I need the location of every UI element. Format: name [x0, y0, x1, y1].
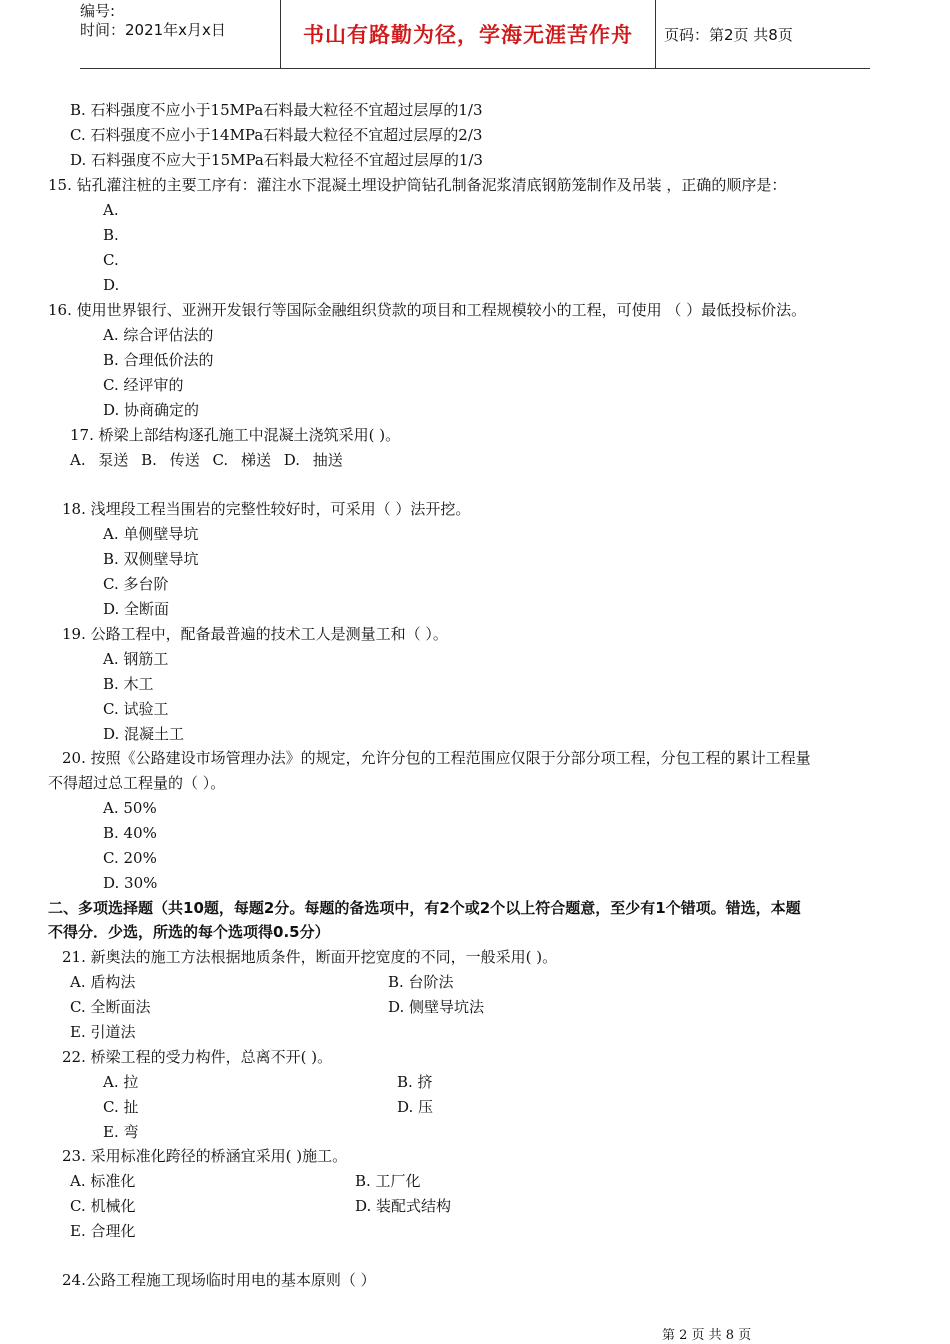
option-line: C. 试验工: [103, 700, 169, 718]
option-line: A. 单侧壁导坑: [103, 525, 199, 543]
option-line: E. 引道法: [70, 1023, 136, 1041]
option-line: C. 多台阶: [103, 575, 169, 593]
option-line: A. 标准化: [70, 1172, 136, 1190]
time-label: 时间：2021年x月x日: [80, 21, 226, 39]
option-line: D. 压: [397, 1098, 434, 1116]
question-line: 15. 钻孔灌注桩的主要工序有：灌注水下混凝土埋设护筒钻孔制备泥浆清底钢筋笼制作及吊装 ，正确的顺序是：: [48, 176, 787, 194]
option-line: B. 合理低价法的: [103, 351, 214, 369]
option-line: D. 石料强度不应大于15MPa石料最大粒径不宜超过层厚的1/3: [70, 151, 483, 169]
option-line: A. 综合评估法的: [103, 326, 214, 344]
option-line: E. 弯: [103, 1123, 139, 1141]
option-line: D. 混凝土工: [103, 725, 185, 743]
option-line: C. 全断面法: [70, 998, 151, 1016]
option-line: C. 经评审的: [103, 376, 184, 394]
option-line: C. 扯: [103, 1098, 139, 1116]
section-heading: 不得分．少选，所选的每个选项得0.5分）: [48, 923, 330, 941]
option-line: D. 全断面: [103, 600, 170, 618]
option-line: D.: [103, 276, 120, 294]
option-line: B. 台阶法: [388, 973, 454, 991]
question-line: 18. 浅埋段工程当围岩的完整性较好时，可采用（ ）法开挖。: [62, 500, 471, 518]
serial-label: 编号:: [80, 2, 116, 20]
header-right-cell: [664, 0, 870, 68]
question-line: 23. 采用标准化跨径的桥涵宜采用( )施工。: [62, 1147, 348, 1165]
option-line: B. 双侧壁导坑: [103, 550, 199, 568]
option-line: C. 石料强度不应小于14MPa石料最大粒径不宜超过层厚的2/3: [70, 126, 483, 144]
option-line: A. 拉: [103, 1073, 139, 1091]
question-line: 不得超过总工程量的（ ）。: [48, 774, 226, 792]
page-label: 页码：第2页 共8页: [664, 25, 793, 44]
option-line: A. 盾构法: [70, 973, 136, 991]
option-line: C. 20%: [103, 849, 157, 867]
question-line: 21. 新奥法的施工方法根据地质条件，断面开挖宽度的不同，一般采用( )。: [62, 948, 558, 966]
header-motto-cell: [280, 0, 656, 68]
option-line: C. 机械化: [70, 1197, 136, 1215]
option-line: D. 协商确定的: [103, 401, 200, 419]
option-line: D. 30%: [103, 874, 158, 892]
option-line: A. 钢筋工: [103, 650, 169, 668]
option-line: A.: [103, 201, 119, 219]
option-line: D. 装配式结构: [355, 1197, 452, 1215]
option-line: B. 挤: [397, 1073, 433, 1091]
option-line: B. 工厂化: [355, 1172, 421, 1190]
question-line: 24.公路工程施工现场临时用电的基本原则（ ）: [62, 1271, 376, 1289]
page-header: [80, 0, 870, 69]
option-line: D. 侧壁导坑法: [388, 998, 485, 1016]
option-line: B. 石料强度不应小于15MPa石料最大粒径不宜超过层厚的1/3: [70, 101, 483, 119]
question-line: 17. 桥梁上部结构逐孔施工中混凝土浇筑采用( )。: [70, 426, 401, 444]
question-line: 19. 公路工程中，配备最普遍的技术工人是测量工和（ ）。: [62, 625, 448, 643]
section-heading: 二、多项选择题（共10题，每题2分。每题的备选项中，有2个或2个以上符合题意，至少有1个错项。错选，本题: [48, 899, 801, 917]
option-line: A. 泵送 B. 传送 C. 梯送 D. 抽送: [70, 451, 343, 469]
motto: 书山有路勤为径，学海无涯苦作舟: [303, 23, 633, 47]
page-footer: 第 2 页 共 8 页: [662, 1328, 752, 1343]
question-line: 22. 桥梁工程的受力构件，总离不开( )。: [62, 1048, 333, 1066]
option-line: B. 40%: [103, 824, 157, 842]
question-line: 16. 使用世界银行、亚洲开发银行等国际金融组织贷款的项目和工程规模较小的工程，可使用 （ ）最低投标价法。: [48, 301, 807, 319]
question-line: 20. 按照《公路建设市场管理办法》的规定，允许分包的工程范围应仅限于分部分项工程，分包工程的累计工程量: [62, 749, 811, 767]
option-line: B.: [103, 226, 119, 244]
option-line: A. 50%: [103, 799, 157, 817]
option-line: E. 合理化: [70, 1222, 136, 1240]
option-line: B. 木工: [103, 675, 154, 693]
option-line: C.: [103, 251, 119, 269]
header-left-cell: [80, 0, 280, 70]
